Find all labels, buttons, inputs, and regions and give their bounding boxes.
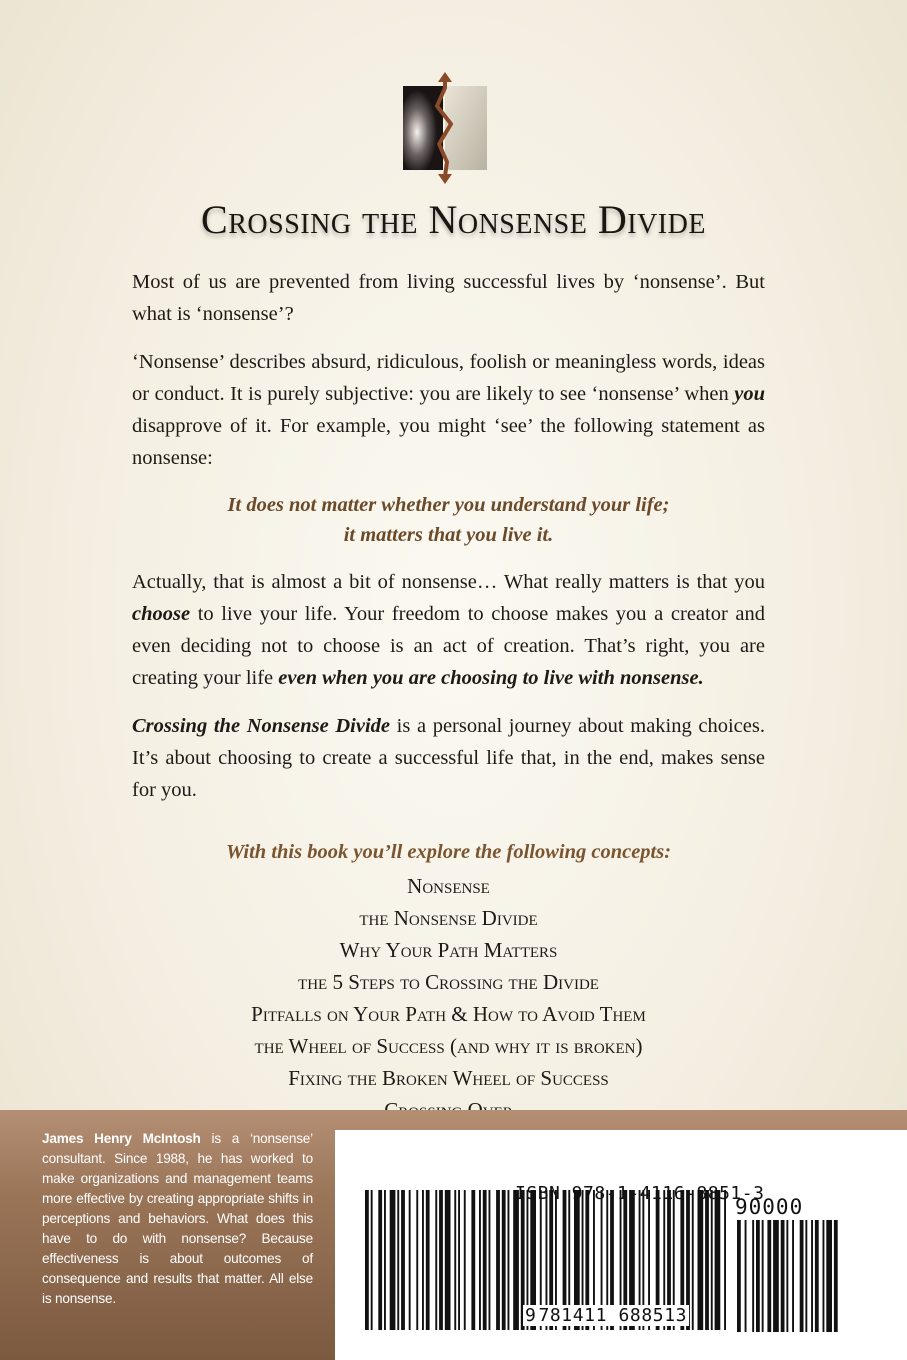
journey-text: is a personal journey about making choices. It’s about choosing to create a successful life that, in the end, makes sense for you. xyxy=(132,715,765,801)
barcode-addon-bar xyxy=(752,1220,754,1332)
barcode-addon-bar xyxy=(826,1220,832,1332)
barcode-bar xyxy=(496,1190,500,1330)
barcode-bar xyxy=(698,1190,704,1330)
ean-first-digit: 9 xyxy=(525,1305,537,1326)
intro-paragraph: Most of us are prevented from living successful lives by ‘nonsense’. But what is ‘nonsense’? xyxy=(132,271,765,325)
blurb-body xyxy=(132,266,765,1126)
concept-item: the 5 Steps to Crossing the Divide xyxy=(298,970,599,994)
barcode-addon-bar xyxy=(815,1220,819,1332)
divide-arrow-logo-icon xyxy=(401,72,489,184)
barcode-bar xyxy=(502,1190,506,1330)
barcode-bar xyxy=(378,1190,382,1330)
barcode-addon-bar xyxy=(834,1220,838,1332)
barcode-addon-bar xyxy=(745,1220,747,1332)
barcode-addon-bar xyxy=(792,1220,794,1332)
author-bio-text: is a ‘nonsense’ consultant. Since 1988, he has worked to make organizations and management teams more effective by creating appropriate shifts in perceptions and behaviors. What does this have to do with nonsense? Because effectiveness is about outcomes of consequence and results that matter. All else is nonsense. xyxy=(42,1131,313,1306)
barcode-bar xyxy=(483,1190,487,1330)
barcode-bar xyxy=(401,1190,405,1330)
concept-item: Pitfalls on Your Path & How to Avoid Them xyxy=(251,1002,646,1026)
author-name: James Henry McIntosh xyxy=(42,1131,201,1146)
barcode-addon-bar xyxy=(805,1220,807,1332)
ean-digits xyxy=(523,1305,689,1326)
journey-title-ref: Crossing the Nonsense Divide xyxy=(132,715,390,737)
barcode-addon-bar xyxy=(786,1220,788,1332)
definition-text-1: ‘Nonsense’ describes absurd, ridiculous, foolish or meaningless words, ideas or conduct. It is purely subjective: you are likely to see ‘nonsense’ when xyxy=(132,351,765,405)
barcode-bar xyxy=(458,1190,460,1330)
barcode-bar xyxy=(508,1190,510,1330)
barcode-addon-bar xyxy=(823,1220,825,1332)
ean-remaining-digits: 781411 688513 xyxy=(538,1305,688,1326)
barcode-addon-bar xyxy=(800,1220,804,1332)
barcode-bar xyxy=(371,1190,373,1330)
barcode-bar xyxy=(513,1190,519,1330)
choice-text-2: to live your life. Your freedom to choose makes you a creator and even deciding not to choose is an act of creation. That’s right, you are creating your life xyxy=(132,603,765,689)
barcode-bar xyxy=(416,1190,418,1330)
concept-item: Nonsense xyxy=(407,874,490,898)
barcode-addon-bar xyxy=(781,1220,785,1332)
definition-text-2: disapprove of it. For example, you might ‘see’ the following statement as nonsense: xyxy=(132,415,765,469)
concept-item: the Nonsense Divide xyxy=(359,906,538,930)
concept-item: the Wheel of Success (and why it is broken) xyxy=(254,1034,643,1058)
barcode-bar xyxy=(715,1190,721,1330)
barcode-bar xyxy=(489,1190,491,1330)
barcode-bar xyxy=(471,1190,475,1330)
barcode-bar xyxy=(692,1190,694,1330)
barcode-bar xyxy=(409,1190,411,1330)
definition-paragraph xyxy=(132,346,765,474)
barcode-bar xyxy=(464,1190,466,1330)
quote-line-2: it matters that you live it. xyxy=(343,524,554,546)
choice-emphasis-1: choose xyxy=(132,603,191,625)
barcode-addon-bar xyxy=(811,1220,813,1332)
choice-paragraph xyxy=(132,566,765,694)
barcode-addon-bar xyxy=(756,1220,760,1332)
concept-item: Why Your Path Matters xyxy=(339,938,558,962)
barcode-addon-bar xyxy=(773,1220,779,1332)
barcode-bar xyxy=(724,1190,726,1330)
quote-line-1: It does not matter whether you understand your life; xyxy=(227,494,670,516)
author-bio xyxy=(42,1129,313,1309)
concepts-list xyxy=(132,870,765,1126)
journey-paragraph xyxy=(132,710,765,806)
barcode-bar xyxy=(439,1190,443,1330)
barcode-bar xyxy=(390,1190,396,1330)
concepts-heading: With this book you’ll explore the following concepts: xyxy=(225,841,672,863)
barcode-bar xyxy=(454,1190,456,1330)
barcode-addon-bar xyxy=(762,1220,764,1332)
isbn-number: ISBN 978-1-4116-8851-3 xyxy=(515,1183,765,1204)
barcode-bar xyxy=(426,1190,430,1330)
concept-item: Fixing the Broken Wheel of Success xyxy=(288,1066,609,1090)
barcode-bar xyxy=(365,1190,369,1330)
barcode-bar xyxy=(445,1190,451,1330)
price-code: 90000 xyxy=(735,1195,804,1219)
barcode-bar xyxy=(397,1190,399,1330)
book-title: Crossing the Nonsense Divide xyxy=(201,197,706,242)
barcode-bar xyxy=(711,1190,713,1330)
barcode-addon-bar xyxy=(767,1220,771,1332)
barcode-bar xyxy=(384,1190,386,1330)
featured-quote xyxy=(132,490,765,550)
barcode-bar xyxy=(422,1190,424,1330)
choice-emphasis-2: even when you are choosing to live with nonsense. xyxy=(278,667,704,689)
barcode-bar xyxy=(705,1190,709,1330)
barcode-bar xyxy=(479,1190,481,1330)
barcode-bar xyxy=(435,1190,437,1330)
choice-text-1: Actually, that is almost a bit of nonsense… What really matters is that you xyxy=(132,571,765,593)
definition-emphasis: you xyxy=(734,383,765,405)
barcode-addon-bar xyxy=(737,1220,741,1332)
